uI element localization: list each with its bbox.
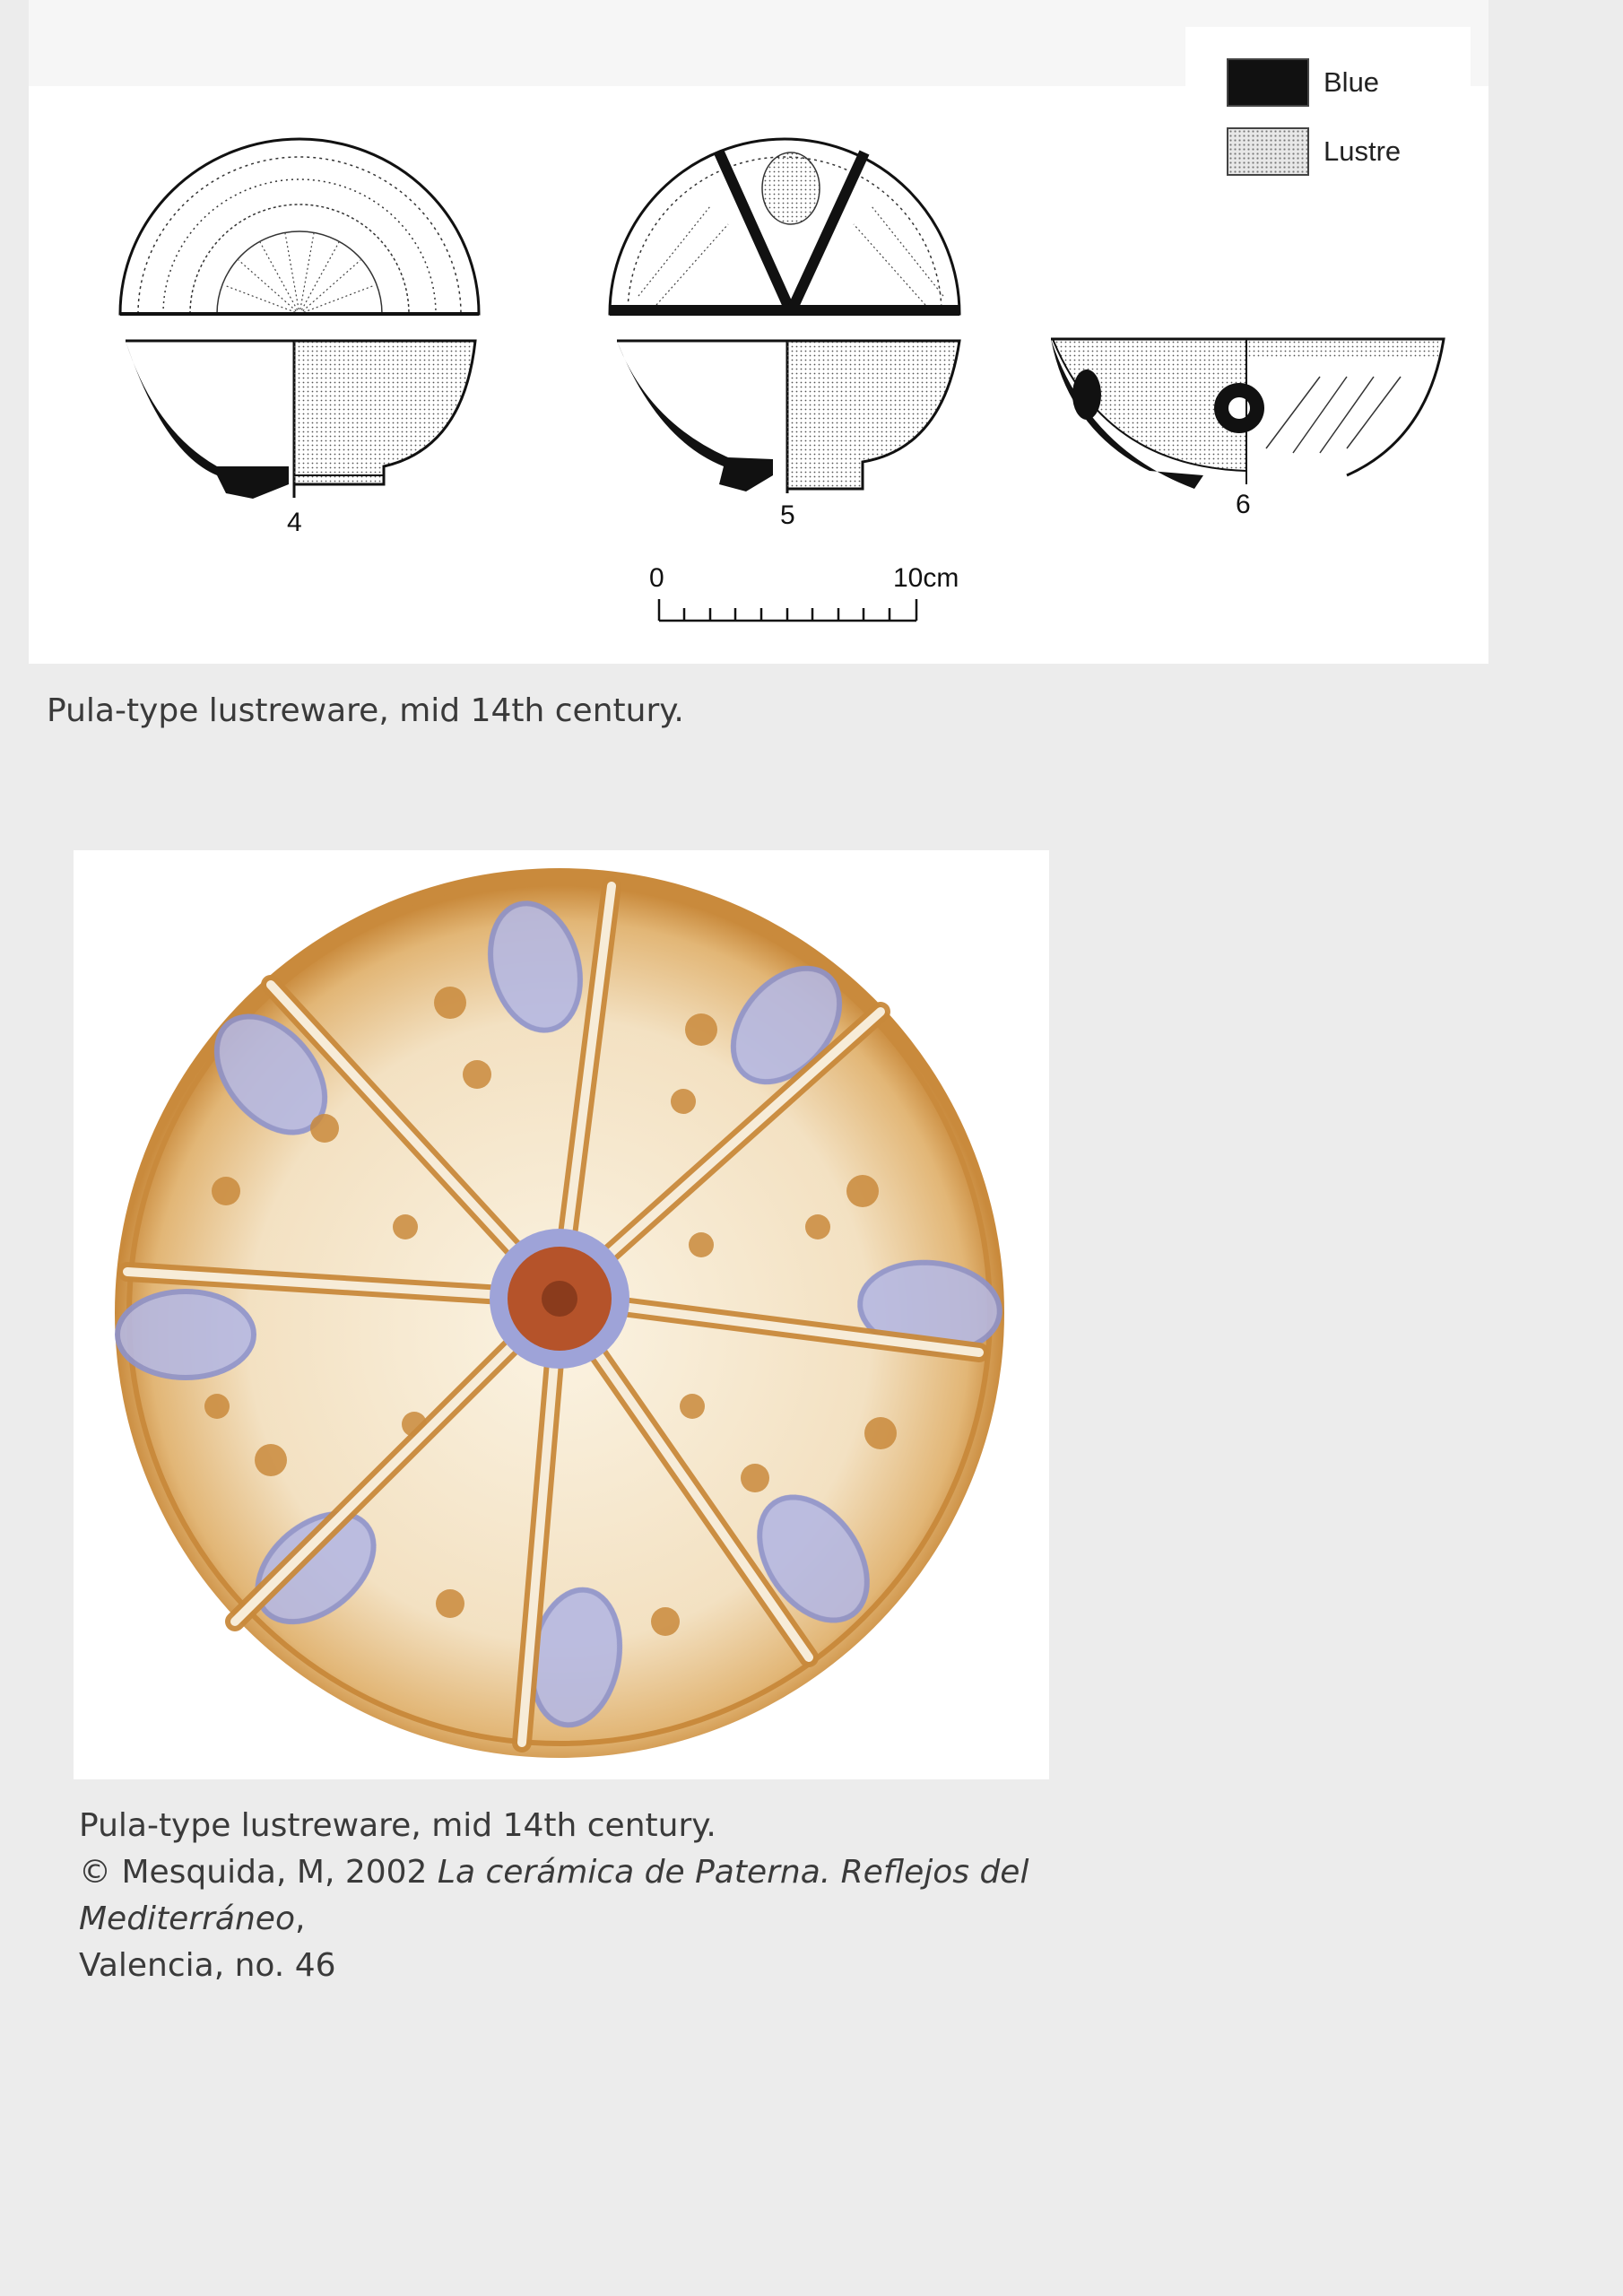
scale-start-label: 0 — [649, 563, 664, 593]
drawing-number-6: 6 — [1236, 490, 1251, 519]
figure1-caption: Pula-type lustreware, mid 14th century. — [47, 692, 684, 729]
scale-bar — [659, 599, 916, 621]
lustre-swatch — [1227, 127, 1309, 176]
legend-item-lustre — [1227, 127, 1401, 176]
legend-item-blue — [1227, 58, 1379, 107]
legend-label-blue: Blue — [1324, 66, 1380, 98]
scale-end-label: 10cm — [893, 563, 959, 593]
legend-box — [1185, 27, 1471, 184]
legend-label-lustre: Lustre — [1324, 135, 1402, 167]
bowl-photo-svg — [74, 850, 1049, 1779]
bowl-6-drawing — [1051, 339, 1444, 489]
credit-suffix: , — [294, 1900, 306, 1937]
figure2-credit-line — [79, 1849, 1245, 1943]
bowl-drawings-figure — [29, 0, 1488, 664]
bowl-5-drawing — [610, 139, 959, 493]
figure2-caption-line1: Pula-type lustreware, mid 14th century. — [79, 1807, 716, 1844]
figure2-caption — [79, 1803, 1245, 1989]
drawing-number-4: 4 — [287, 508, 302, 537]
drawing-number-5: 5 — [780, 500, 795, 530]
bowl-photograph — [74, 850, 1049, 1779]
figure2-credit-line3: Valencia, no. 46 — [79, 1947, 336, 1984]
credit-prefix: © Mesquida, M, 2002 — [79, 1854, 438, 1891]
blue-swatch — [1227, 58, 1309, 107]
credit-book-title: La cerámica de Paterna. Reflejos del Mediterráneo — [79, 1854, 1029, 1937]
bowl-4-drawing — [120, 139, 479, 499]
